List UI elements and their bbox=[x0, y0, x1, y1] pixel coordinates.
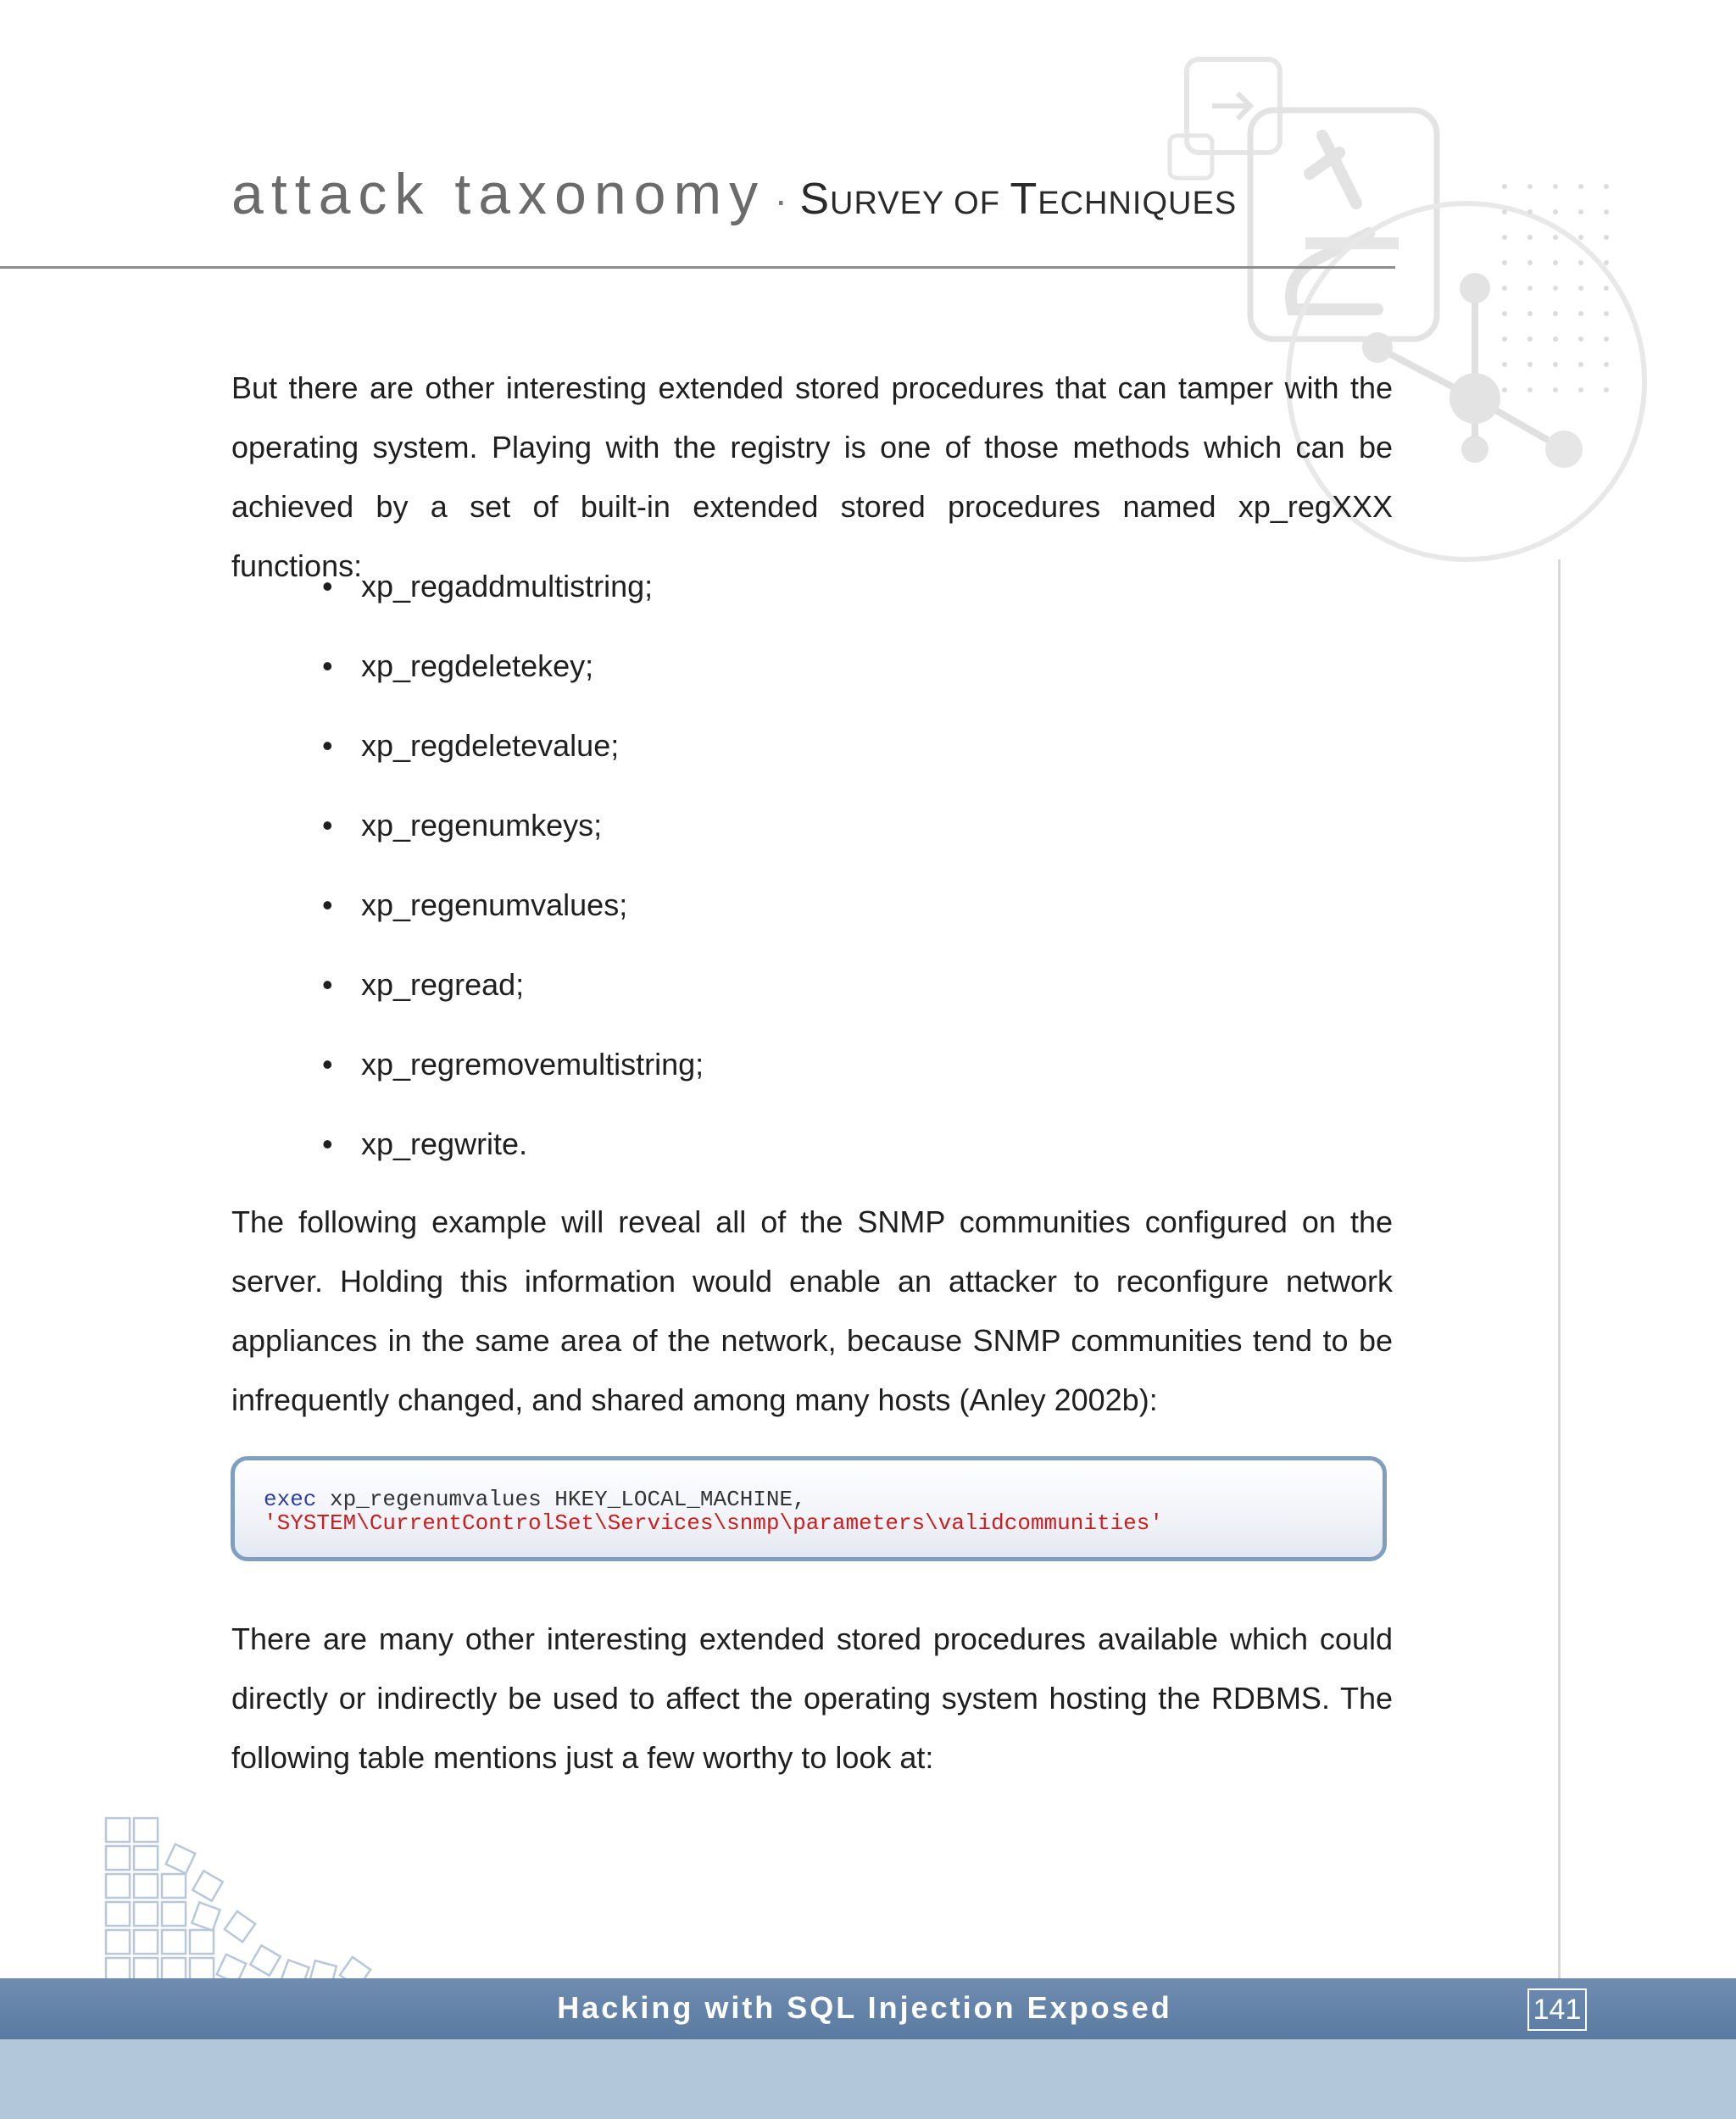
code-line-2: 'SYSTEM\CurrentControlSet\Services\snmp\parameters\validcommunities' bbox=[264, 1510, 1163, 1536]
page-header-title bbox=[231, 162, 1238, 226]
list-item: • xp_regdeletevalue; bbox=[322, 719, 704, 798]
book-title: Hacking with SQL Injection Exposed bbox=[557, 1990, 1172, 2025]
list-item: • xp_regaddmultistring; bbox=[322, 559, 704, 639]
procedure-list bbox=[322, 559, 704, 1197]
right-margin-line bbox=[1558, 559, 1561, 1983]
list-item: • xp_regwrite. bbox=[322, 1117, 704, 1197]
paragraph-intro: But there are other interesting extended stored procedures that can tamper with the operating system. Playing with the registry is one of those methods which can be achieved by a set of built-in extended stored procedures named xp_regXXX functions: bbox=[231, 370, 1393, 583]
chapter-title: attack taxonomy bbox=[231, 162, 766, 226]
code-keyword: exec bbox=[264, 1487, 317, 1512]
list-item: • xp_regremovemultistring; bbox=[322, 1037, 704, 1117]
footer-band bbox=[0, 2039, 1736, 2119]
page-number: 141 bbox=[1527, 1988, 1587, 2031]
list-item: • xp_regread; bbox=[322, 958, 704, 1037]
section-title: SURVEY OF TECHNIQUES bbox=[799, 175, 1238, 224]
list-item: • xp_regdeletekey; bbox=[322, 639, 704, 719]
code-line-1: exec xp_regenumvalues HKEY_LOCAL_MACHINE, bbox=[264, 1487, 806, 1512]
title-separator: · bbox=[774, 178, 787, 222]
paragraph-snmp: The following example will reveal all of the SNMP communities configured on the server. Holding this information would enable an attacker to reconfigure network appliances in the same area of the network, because SNMP communities tend to be infrequently changed, and shared among many hosts (Anley 2002b): bbox=[231, 1204, 1393, 1417]
code-block bbox=[231, 1456, 1387, 1561]
list-item: • xp_regenumkeys; bbox=[322, 798, 704, 878]
paragraph-outro: There are many other interesting extended stored procedures available which could directly or indirectly be used to affect the operating system hosting the RDBMS. The following table mentions just a few worthy to look at: bbox=[231, 1621, 1393, 1775]
list-item: • xp_regenumvalues; bbox=[322, 878, 704, 958]
header-rule bbox=[0, 266, 1395, 269]
